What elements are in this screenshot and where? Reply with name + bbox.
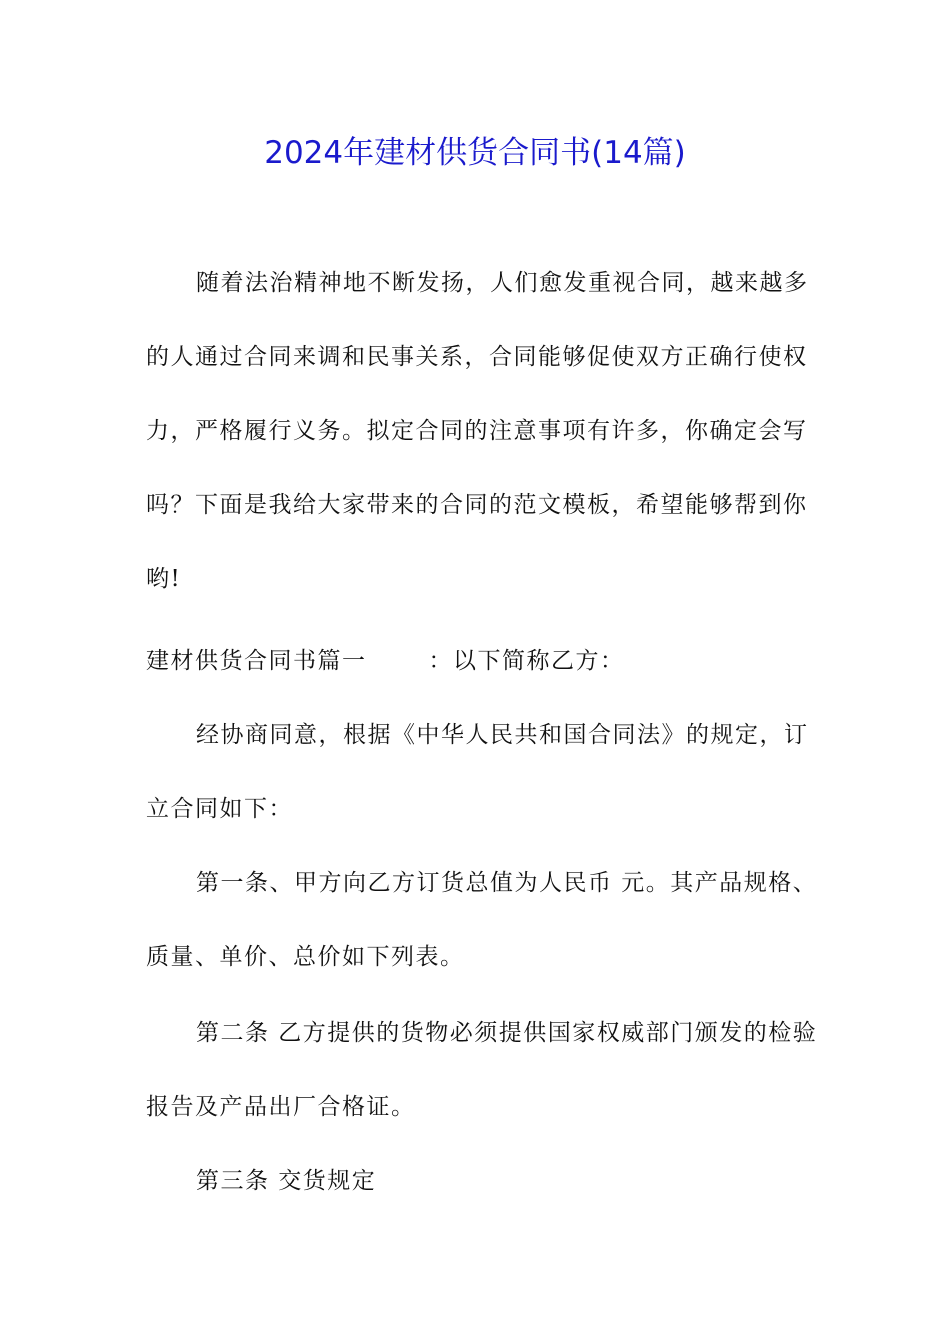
intro-paragraph [146,246,809,616]
intro-line-5: 哟! [146,566,182,592]
intro-line-4: 吗？下面是我给大家带来的合同的范文模板，希望能够帮到你 [146,492,808,518]
section-heading-party: ：以下简称乙方： [428,648,625,674]
agreement-paragraph [146,698,809,846]
article-3-line-1: 第三条 交货规定 [196,1168,377,1194]
article-2 [146,996,818,1144]
article-2-line-2: 报告及产品出厂合格证。 [146,1094,416,1120]
article-3 [146,1144,806,1218]
intro-line-1: 随着法治精神地不断发扬，人们愈发重视合同，越来越多 [196,270,809,296]
article-2-line-1: 第二条 乙方提供的货物必须提供国家权威部门颁发的检验 [196,1020,818,1046]
article-1 [146,846,818,994]
intro-line-3: 力，严格履行义务。拟定合同的注意事项有许多，你确定会写 [146,418,808,444]
section-heading [146,624,806,698]
article-1-line-2: 质量、单价、总价如下列表。 [146,944,465,970]
intro-line-2: 的人通过合同来调和民事关系，合同能够促使双方正确行使权 [146,344,808,370]
section-heading-title: 建材供货合同书篇一 [146,648,367,674]
article-1-line-1: 第一条、甲方向乙方订货总值为人民币 元。其产品规格、 [196,870,818,896]
document-title: 2024年建材供货合同书(14篇) [264,135,686,171]
agreement-line-2: 立合同如下： [146,796,293,822]
agreement-line-1: 经协商同意，根据《中华人民共和国合同法》的规定，订 [196,722,809,748]
